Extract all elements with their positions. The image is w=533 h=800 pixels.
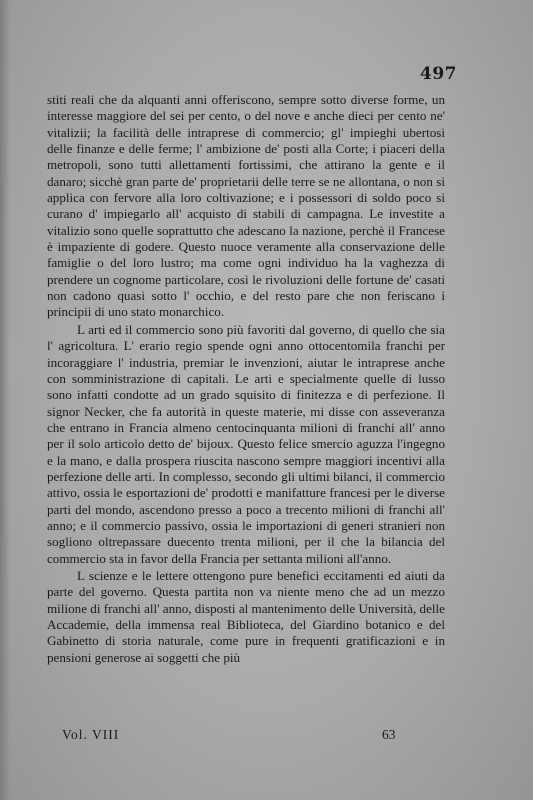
paragraph-arti-commercio: L arti ed il commercio sono più favoriti dal governo, di quello che sia l' agricoltura. L' erario regio spende ogni anno ottocentomila franchi per incoraggiare l' industria, premiar le invenzioni, aiutar le intraprese anche con somministrazione di capitali. Le arti e specialmente quelle di lusso sono infatti condotte ad un grado squisito di finitezza e di perfezione. Il signor Necker, che fa autorità in queste materie, mi disse con asseveranza che entrano in Francia almeno centocinquanta milioni di franchi all' anno per il solo articolo detto de' bijoux. Questo felice smercio aguzza l'ingegno e la mano, e dalla prospera riuscita nascono sempre maggiori incentivi alla perfezione delle arti. In complesso, secondo gli ultimi bilanci, il commercio attivo, ossia le esportazioni de' prodotti e manifatture francesi per le diverse parti del mondo, ascendono presso a poco a trecento milioni di franchi all' anno; e il commercio passivo, ossia le importazioni di generi stranieri non sogliono oltrepassare duecento trenta milioni, per il che la bilancia del commercio sta in favor della Francia per settanta milioni all'anno. — [47, 321, 445, 566]
footer-volume: Vol. VIII — [62, 727, 120, 742]
page-binding-shadow — [0, 0, 10, 800]
page-number: 497 — [420, 64, 457, 84]
paragraph-scienze-lettere: L scienze e le lettere ottengono pure benefici eccitamenti ed aiuti da parte del governo. Questa partita non va niente meno che ad un mezzo milione di franchi all' anno, disposti al mantenimento delle Università, delle Accademie, della immensa real Biblioteca, del Giardino botanico e del Gabinetto di storia naturale, come pure in frequenti gratificazioni e in pensioni generose ai soggetti che più — [47, 567, 445, 665]
paragraph-continued: stiti reali che da alquanti anni offeriscono, sempre sotto diverse forme, un interesse maggiore del sei per cento, o del nove e anche dieci per cento ne' vitalizii; la facilità delle intraprese di commercio; gl' impieghi ubertosi delle finanze e delle ferme; l' ambizione de' posti alla Corte; i piaceri della metropoli, sono tutti allettamenti fortissimi, che attirano la gente e il danaro; sicchè gran parte de' proprietarii delle terre se ne allontana, o non si applica con fervore alla loro coltivazione; e i possessori di soldo poco si curano d' impiegarlo all' acquisto di stabili di campagna. Le investite a vitalizio sono quelle soprattutto che adescano la nazione, perchè il Francese è impaziente di godere. Questo nuoce veramente alla conservazione delle famiglie o del loro lustro; ma come ogni individuo ha la vaghezza di prendere un cognome particolare, così le rivoluzioni delle fortune de' casati non cadono quasi sotto l' occhio, e del resto pare che non feriscano i principii di uno stato monarchico. — [47, 92, 445, 320]
body-text — [47, 92, 445, 666]
footer-signature: 63 — [382, 727, 396, 742]
